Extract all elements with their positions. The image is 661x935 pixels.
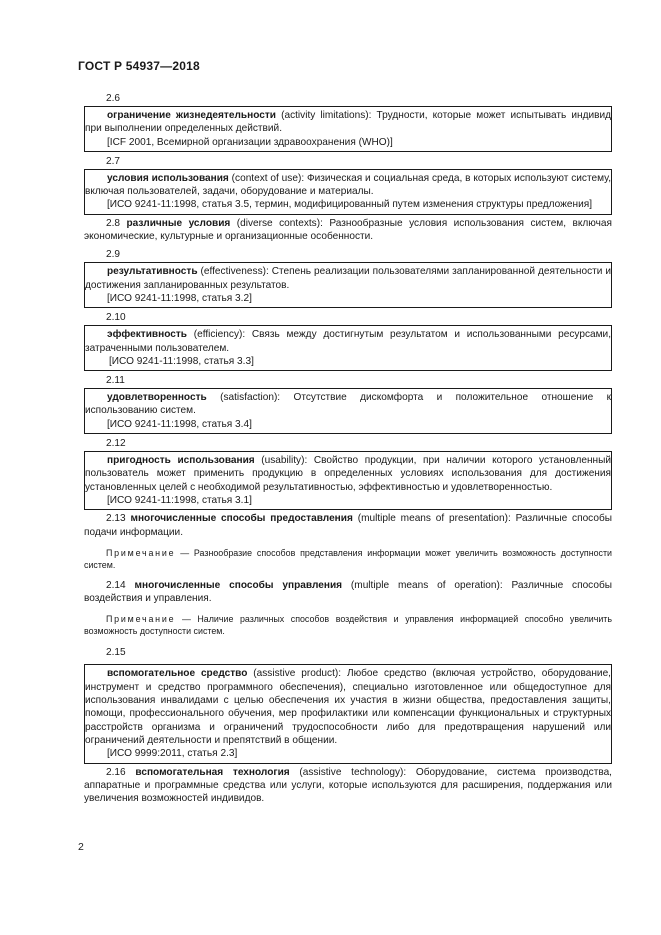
definition-2-16 [84, 766, 612, 806]
clause-number: 2.15 [106, 647, 126, 659]
definition-box-2-7 [84, 169, 612, 215]
document-body [84, 91, 612, 809]
definition: (multiple means of presentation): Различные способы подачи информации. [84, 513, 612, 538]
definition-text [85, 391, 611, 418]
clause-number: 2.7 [106, 155, 121, 167]
note-label: Примечание [106, 547, 176, 558]
definition: (satisfaction): Отсутствие дискомфорта и положительное отношение к использованию систем. [85, 392, 611, 417]
term: вспомогательное средство [107, 668, 248, 680]
definition: (efficiency): Связь между достигнутым результатом и использованными ресурсами, затраченными пользователем. [85, 329, 611, 354]
definition-text [85, 265, 611, 292]
page-number: 2 [78, 841, 84, 853]
clause-number: 2.13 [106, 513, 126, 525]
clause-number: 2.9 [106, 249, 121, 261]
definition-text [85, 172, 611, 199]
note-2-14 [84, 613, 612, 637]
definition: (diverse contexts): Разнообразные условия использования систем, включая экономические, культурные и организационные особенности. [84, 217, 612, 243]
term: многочисленные способы управления [134, 579, 343, 591]
definition: (assistive technology): Оборудование, система производства, аппаратные и программные средства или услуги, которые используются для расширения, поддержания или увеличения возможностей индивидов. [84, 766, 612, 805]
definition-box-2-9 [84, 262, 612, 308]
definition: (assistive product): Любое средство (включая устройство, оборудование, инструмент и средство программного обеспечения), специально изготовленное или общедоступное для использования инвалидами с целью обеспечения их участия в жизни общества, предоставления защиты, помощи, профессионального обучения, мер профилактики или компенсации функциональных и структурных расстройств организма и ограничений трудоспособности либо для предотвращения нарушений или ограничений деятельности и препятствий в общении. [85, 668, 611, 746]
definition-text [85, 328, 611, 355]
term: пригодность использования [107, 455, 255, 467]
definition-box-2-12 [84, 451, 612, 510]
term: вспомогательная технология [135, 766, 290, 778]
definition: (multiple means of operation): Различные способы воздействия и управления. [84, 579, 612, 605]
source-reference: [ИСО 9241-11:1998, статья 3.3] [109, 355, 254, 367]
clause-number: 2.12 [106, 438, 126, 450]
document-header: ГОСТ Р 54937—2018 [78, 59, 200, 73]
term: результативность [107, 266, 198, 278]
term: эффективность [107, 329, 188, 341]
source-reference: [ICF 2001, Всемирной организации здравоохранения (WHO)] [107, 136, 393, 148]
note-text: — Разнообразие способов представления информации может увеличить возможность доступности систем. [84, 547, 612, 570]
note-2-13 [84, 547, 612, 571]
definition-box-2-6 [84, 106, 612, 152]
term: удовлетворенность [107, 392, 207, 404]
definition: (context of use): Физическая и социальная среда, в которых используют систему, включая пользователей, задачи, оборудование и материалы. [85, 172, 612, 198]
clause-number: 2.6 [106, 93, 121, 104]
source-reference: [ИСО 9241-11:1998, статья 3.4] [107, 418, 252, 430]
term: различные условия [126, 217, 231, 229]
definition-2-8 [84, 217, 612, 244]
definition-text [85, 109, 611, 136]
clause-number: 2.11 [106, 375, 125, 387]
clause-number: 2.16 [106, 766, 126, 778]
source-reference: [ИСО 9241-11:1998, статья 3.1] [107, 494, 252, 506]
term: многочисленные способы предоставления [130, 513, 353, 525]
definition-text [85, 667, 611, 747]
note-label: Примечание [106, 614, 176, 625]
source-reference: [ИСО 9241-11:1998, статья 3.2] [107, 292, 252, 304]
term: условия использования [107, 172, 229, 184]
clause-number: 2.14 [106, 579, 126, 591]
definition-2-13 [84, 512, 612, 539]
clause-number: 2.10 [106, 312, 126, 324]
term: ограничение жизнедеятельности [107, 110, 277, 121]
source-reference: [ИСО 9999:2011, статья 2.3] [107, 748, 238, 760]
definition: (usability): Свойство продукции, при наличии которого установленный пользователь может применить продукцию в определенных условиях использования для достижения установленных целей с необходимой результативностью, эффективностью и удовлетворенностью. [85, 455, 611, 493]
clause-number: 2.8 [106, 217, 121, 229]
definition: (effectiveness): Степень реализации пользователями запланированной деятельности и достижения запланированных результатов. [85, 266, 611, 291]
definition-2-14 [84, 579, 612, 606]
note-text: — Наличие различных способов воздействия и управления информацией способно увеличить возможность доступности систем. [84, 614, 612, 637]
definition-box-2-15 [84, 664, 612, 763]
definition-box-2-11 [84, 388, 612, 434]
definition-box-2-10 [84, 325, 612, 371]
source-reference: [ИСО 9241-11:1998, статья 3.5, термин, модифицированный путем изменения структуры предложения] [107, 199, 593, 211]
definition-text [85, 454, 611, 494]
definition: (activity limitations): Трудности, которые может испытывать индивид при выполнении определенных действий. [85, 110, 611, 135]
